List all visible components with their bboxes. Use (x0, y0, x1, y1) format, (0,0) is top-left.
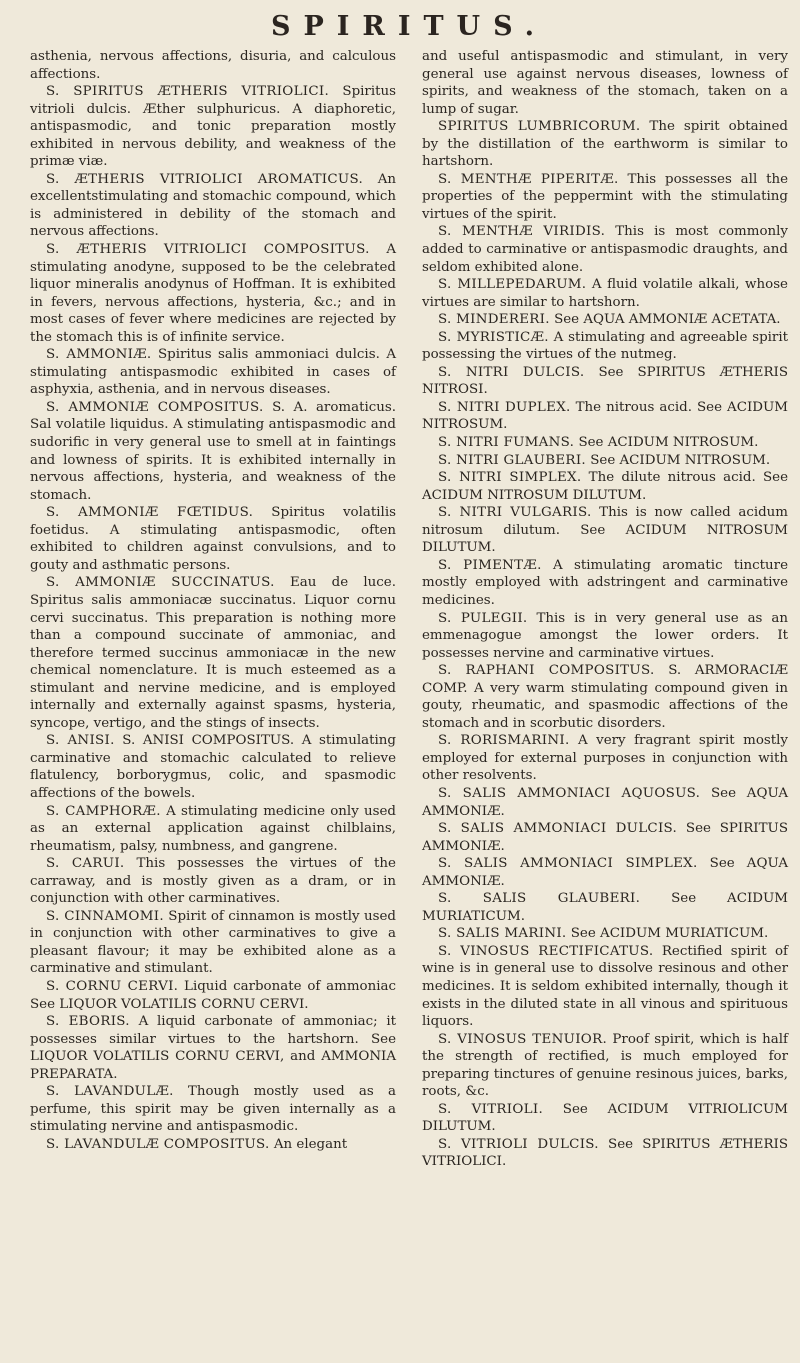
entry-text: A stimulating anodyne, supposed to be the celebrated liquor mineralis anodynus of Hoffman. It is exhibited in fevers, nervous affections, hysteria, &c.; and in most cases of fever where medicines are rejected by the stomach this is of infinite service. (30, 242, 396, 345)
entry-text: See AQUA AMMONIÆ. (422, 856, 788, 889)
entry-text: See SPIRITUS AMMONIÆ. (422, 821, 788, 854)
entry-text: A liquid carbonate of ammoniac; it possesses similar virtues to the hartshorn. See LIQUOR VOLATILIS CORNU CERVI, and AMMONIA PREPARATA. (30, 1014, 397, 1082)
entry-text: See ACIDUM MURIATICUM. (422, 891, 788, 924)
entry-text: Proof spirit, which is half the strength of rectified, is much employed for preparing tinctures of genuine resinous juices, barks, roots, &c. (422, 1031, 788, 1100)
entry-headword: S. SALIS MARINI. (438, 926, 567, 942)
entry-headword: S. AMMONIÆ COMPOSITUS. (46, 399, 264, 415)
entry-headword: S. MILLEPEDARUM. (438, 277, 587, 293)
entry-text: This possesses all the properties of the peppermint with the stimulating virtues of the spirit. (422, 171, 788, 222)
entry-headword: S. VINOSUS TENUIOR. (438, 1031, 608, 1047)
entry-headword: S. EBORIS. (46, 1014, 130, 1030)
dictionary-entry (422, 171, 788, 224)
entry-text: See ACIDUM VITRIOLICUM DILUTUM. (422, 1101, 788, 1135)
entry-headword: S. LAVANDULÆ. (46, 1084, 174, 1100)
dictionary-entry (422, 469, 788, 504)
dictionary-entry (422, 890, 788, 925)
entry-text: The dilute nitrous acid. See ACIDUM NITROSUM DILUTUM. (422, 470, 788, 503)
entry-headword: S. ANISI. (46, 733, 115, 749)
entry-headword: S. CORNU CERVI. (46, 978, 179, 994)
dictionary-entry (30, 978, 396, 1013)
entry-text: Spiritus salis ammoniaci dulcis. A stimulating antispasmodic exhibited in cases of asphyxia, asthenia, and in nervous diseases. (30, 347, 396, 398)
entry-text: See AQUA AMMONIÆ ACETATA. (549, 312, 781, 328)
running-head: SPIRITUS. (270, 11, 548, 42)
entry-headword: S. AMMONIÆ. (46, 347, 152, 363)
entry-text: Liquid carbonate of ammoniac See LIQUOR VOLATILIS CORNU CERVI. (30, 978, 396, 1012)
dictionary-entry (422, 785, 788, 820)
entry-headword: S. NITRI GLAUBERI. (438, 452, 586, 468)
entry-text: An elegant (269, 1136, 348, 1152)
entry-text: Eau de luce. Spiritus salis ammoniacæ succinatus. Liquor cornu cervi succinatus. This preparation is nothing more than a compound succinate of ammoniac, and therefore termed succinus ammoniacæ in the new chemical nomenclature. It is much esteemed as a stimulant and nervine medicine, and is employed internally and externally against spasms, hysteria, syncope, vertigo, and the stings of insects. (30, 575, 396, 731)
dictionary-entry (422, 399, 788, 434)
entry-headword: S. VITRIOLI. (438, 1101, 544, 1117)
entry-headword: S. SALIS GLAUBERI. (438, 891, 641, 907)
entry-headword: S. MYRISTICÆ. (438, 329, 549, 345)
dictionary-entry (30, 346, 396, 399)
entry-text: Spiritus vitrioli dulcis. Æther sulphuricus. A diaphoretic, antispasmodic, and tonic preparation mostly exhibited in nervous debility, and weakness of the primæ viæ. (30, 84, 396, 170)
entry-headword: S. AMMONIÆ FŒTIDUS. (46, 505, 254, 521)
entry-headword: S. PIMENTÆ. (438, 557, 542, 573)
entry-text: A very fragrant spirit mostly employed for external purposes in conjunction with other resolvents. (422, 733, 788, 784)
dictionary-entry (422, 329, 788, 364)
dictionary-entry (422, 557, 788, 610)
entry-headword: S. LAVANDULÆ COMPOSITUS. (46, 1136, 270, 1152)
two-column-body (30, 48, 788, 1171)
entry-text: Spiritus volatilis foetidus. A stimulating antispasmodic, often exhibited to children against convulsions, and to gouty and asthmatic persons. (30, 505, 396, 573)
entry-text: See AQUA AMMONIÆ. (422, 785, 789, 819)
entry-text: A stimulating medicine only used as an external application against chilblains, rheumatism, palsy, numbness, and gangrene. (30, 803, 396, 854)
entry-text: Though mostly used as a perfume, this spirit may be given internally as a stimulating nervine and antispasmodic. (30, 1084, 396, 1135)
entry-headword: S. VITRIOLI DULCIS. (438, 1136, 599, 1152)
dictionary-entry (422, 118, 788, 171)
dictionary-entry (30, 908, 396, 978)
entry-headword: S. NITRI DUPLEX. (438, 399, 571, 415)
dictionary-entry (30, 83, 396, 171)
continued-entry (30, 48, 396, 83)
entry-text: Rectified spirit of wine is in general use to dissolve resinous and other medicines. It is seldom exhibited internally, though it exists in the diluted state in all vinous and spirituous liquors. (422, 943, 788, 1030)
dictionary-entry (30, 803, 396, 856)
entry-headword: S. MINDERERI. (438, 312, 550, 328)
entry-headword: S. SALIS AMMONIACI SIMPLEX. (438, 856, 698, 872)
continued-entry (422, 48, 788, 118)
entry-headword: S. SALIS AMMONIACI AQUOSUS. (438, 785, 701, 801)
entry-headword: S. NITRI DULCIS. (438, 364, 585, 380)
entry-headword: S. VINOSUS RECTIFICATUS. (438, 943, 654, 959)
entry-headword: S. CARUI. (46, 856, 125, 872)
dictionary-entry (422, 732, 788, 785)
dictionary-entry (30, 241, 396, 346)
dictionary-entry (30, 855, 396, 908)
dictionary-entry (422, 276, 788, 311)
entry-text: and useful antispasmodic and stimulant, in very general use against nervous diseases, lowness of spirits, and weakness of the stomach, taken on a lump of sugar. (422, 49, 788, 117)
dictionary-entry (422, 311, 788, 329)
entry-text: asthenia, nervous affections, disuria, and calculous affections. (30, 49, 396, 82)
entry-headword: S. NITRI FUMANS. (438, 435, 575, 451)
entry-text: See ACIDUM MURIATICUM. (566, 926, 769, 942)
dictionary-entry (422, 1031, 788, 1101)
entry-headword: S. ÆTHERIS VITRIOLICI COMPOSITUS. (46, 242, 370, 258)
entry-text: This is in very general use as an emmenagogue amongst the lower orders. It possesses nervine and carminative virtues. (422, 610, 788, 661)
entry-text: The spirit obtained by the distillation of the earthworm is similar to hartshorn. (422, 119, 789, 170)
entry-text: See ACIDUM NITROSUM. (574, 435, 759, 451)
dictionary-entry (30, 1136, 396, 1154)
entry-text: Spirit of cinnamon is mostly used in conjunction with other carminatives to give a pleasant flavour; it may be exhibited alone as a carminative and stimulant. (30, 908, 396, 977)
dictionary-entry (422, 364, 788, 399)
dictionary-entry (422, 855, 788, 890)
dictionary-entry (30, 504, 396, 574)
entry-text: This is most commonly added to carminative or antispasmodic draughts, and seldom exhibited alone. (422, 224, 788, 275)
entry-headword: S. RAPHANI COMPOSITUS. (438, 663, 655, 679)
entry-headword: S. ÆTHERIS VITRIOLICI AROMATICUS. (46, 171, 364, 187)
right-column (422, 48, 788, 1171)
entry-text: The nitrous acid. See ACIDUM NITROSUM. (422, 399, 788, 433)
entry-headword: SPIRITUS LUMBRICORUM. (438, 119, 641, 135)
dictionary-entry (422, 1101, 788, 1136)
entry-text: An excellentstimulating and stomachic compound, which is administered in debility of the stomach and nervous affections. (30, 171, 396, 240)
entry-text: A stimulating and agreeable spirit possessing the virtues of the nutmeg. (422, 329, 788, 363)
entry-text: See SPIRITUS ÆTHERIS VITRIOLICI. (422, 1136, 789, 1170)
entry-headword: S. CINNAMOMI. (46, 908, 164, 924)
dictionary-entry (30, 1083, 396, 1136)
dictionary-entry (30, 732, 396, 802)
dictionary-entry (422, 610, 788, 663)
dictionary-entry (30, 1013, 396, 1083)
entry-text: A fluid volatile alkali, whose virtues are similar to hartshorn. (422, 277, 788, 310)
dictionary-entry (422, 925, 788, 943)
dictionary-entry (30, 399, 396, 504)
entry-text: S. ANISI COMPOSITUS. A stimulating carminative and stomachic calculated to relieve flatulency, borborygmus, colic, and spasmodic affections of the bowels. (30, 733, 396, 801)
entry-headword: S. NITRI VULGARIS. (438, 505, 592, 521)
entry-headword: S. PULEGII. (438, 610, 528, 626)
entry-text: S. ARMORACIÆ COMP. A very warm stimulating compound given in gouty, rheumatic, and spasmodic affections of the stomach and in scorbutic disorders. (422, 663, 788, 731)
entry-headword: S. SPIRITUS ÆTHERIS VITRIOLICI. (46, 84, 330, 100)
dictionary-entry (30, 171, 396, 241)
entry-headword: S. SALIS AMMONIACI DULCIS. (438, 821, 678, 837)
dictionary-entry (30, 574, 396, 732)
entry-text: See ACIDUM NITROSUM. (585, 452, 771, 468)
entry-text: A stimulating aromatic tincture mostly employed with adstringent and carminative medicines. (422, 557, 788, 608)
dictionary-entry (422, 223, 788, 276)
entry-text: S. A. aromaticus. Sal volatile liquidus. A stimulating antispasmodic and sudorific in very general use to smell at in faintings and lowness of spirits. It is exhibited internally in nervous affections, hysteria, and weakness of the stomach. (30, 399, 396, 503)
entry-headword: S. MENTHÆ VIRIDIS. (438, 224, 606, 240)
dictionary-entry (422, 943, 788, 1031)
entry-text: This possesses the virtues of the carraway, and is mostly given as a dram, or in conjunction with other carminatives. (30, 856, 396, 907)
entry-headword: S. RORISMARINI. (438, 733, 570, 749)
dictionary-entry (422, 434, 788, 452)
left-column (30, 48, 396, 1171)
dictionary-entry (422, 1136, 788, 1171)
entry-headword: S. NITRI SIMPLEX. (438, 470, 582, 486)
entry-headword: S. MENTHÆ PIPERITÆ. (438, 171, 619, 187)
entry-headword: S. AMMONIÆ SUCCINATUS. (46, 575, 275, 591)
dictionary-entry (422, 452, 788, 470)
entry-headword: S. CAMPHORÆ. (46, 803, 161, 819)
entry-text: This is now called acidum nitrosum dilutum. See ACIDUM NITROSUM DILUTUM. (422, 505, 789, 556)
dictionary-entry (422, 820, 788, 855)
dictionary-entry (422, 504, 788, 557)
entry-text: See SPIRITUS ÆTHERIS NITROSI. (422, 364, 789, 398)
dictionary-entry (422, 662, 788, 732)
